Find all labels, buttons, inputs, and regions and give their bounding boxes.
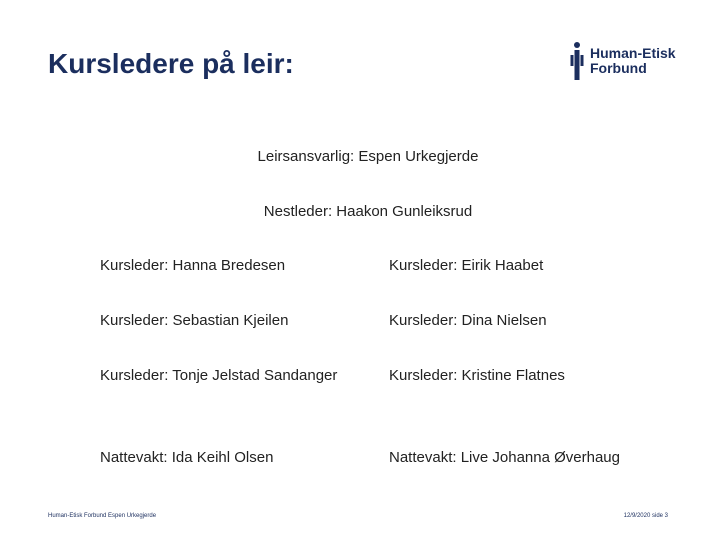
logo-text-line2: Forbund <box>590 60 647 76</box>
course-leader-right-3: Kursleder: Kristine Flatnes <box>389 367 565 384</box>
camp-leader: Leirsansvarlig: Espen Urkegjerde <box>257 148 479 165</box>
course-leader-left-2: Kursleder: Sebastian Kjeilen <box>100 312 289 329</box>
course-leader-right-1: Kursleder: Eirik Haabet <box>389 257 544 274</box>
footer-organization: Human-Etisk Forbund Espen Urkegjerde <box>48 513 157 519</box>
night-guard-right: Nattevakt: Live Johanna Øverhaug <box>389 449 620 466</box>
course-leader-right-2: Kursleder: Dina Nielsen <box>389 312 547 329</box>
logo-text <box>590 46 676 76</box>
night-guard-left: Nattevakt: Ida Keihl Olsen <box>100 449 274 466</box>
human-figure-logo-icon <box>570 41 584 81</box>
course-leader-left-3: Kursleder: Tonje Jelstad Sandanger <box>100 367 338 384</box>
course-leader-left-1: Kursleder: Hanna Bredesen <box>100 257 286 274</box>
slide-title: Kursledere på leir: <box>48 48 294 79</box>
footer-date-page: 12/9/2020 side 3 <box>623 513 668 519</box>
organization-logo <box>570 40 676 82</box>
deputy-leader: Nestleder: Haakon Gunleiksrud <box>263 203 473 220</box>
logo-text-line1: Human-Etisk <box>590 45 676 61</box>
